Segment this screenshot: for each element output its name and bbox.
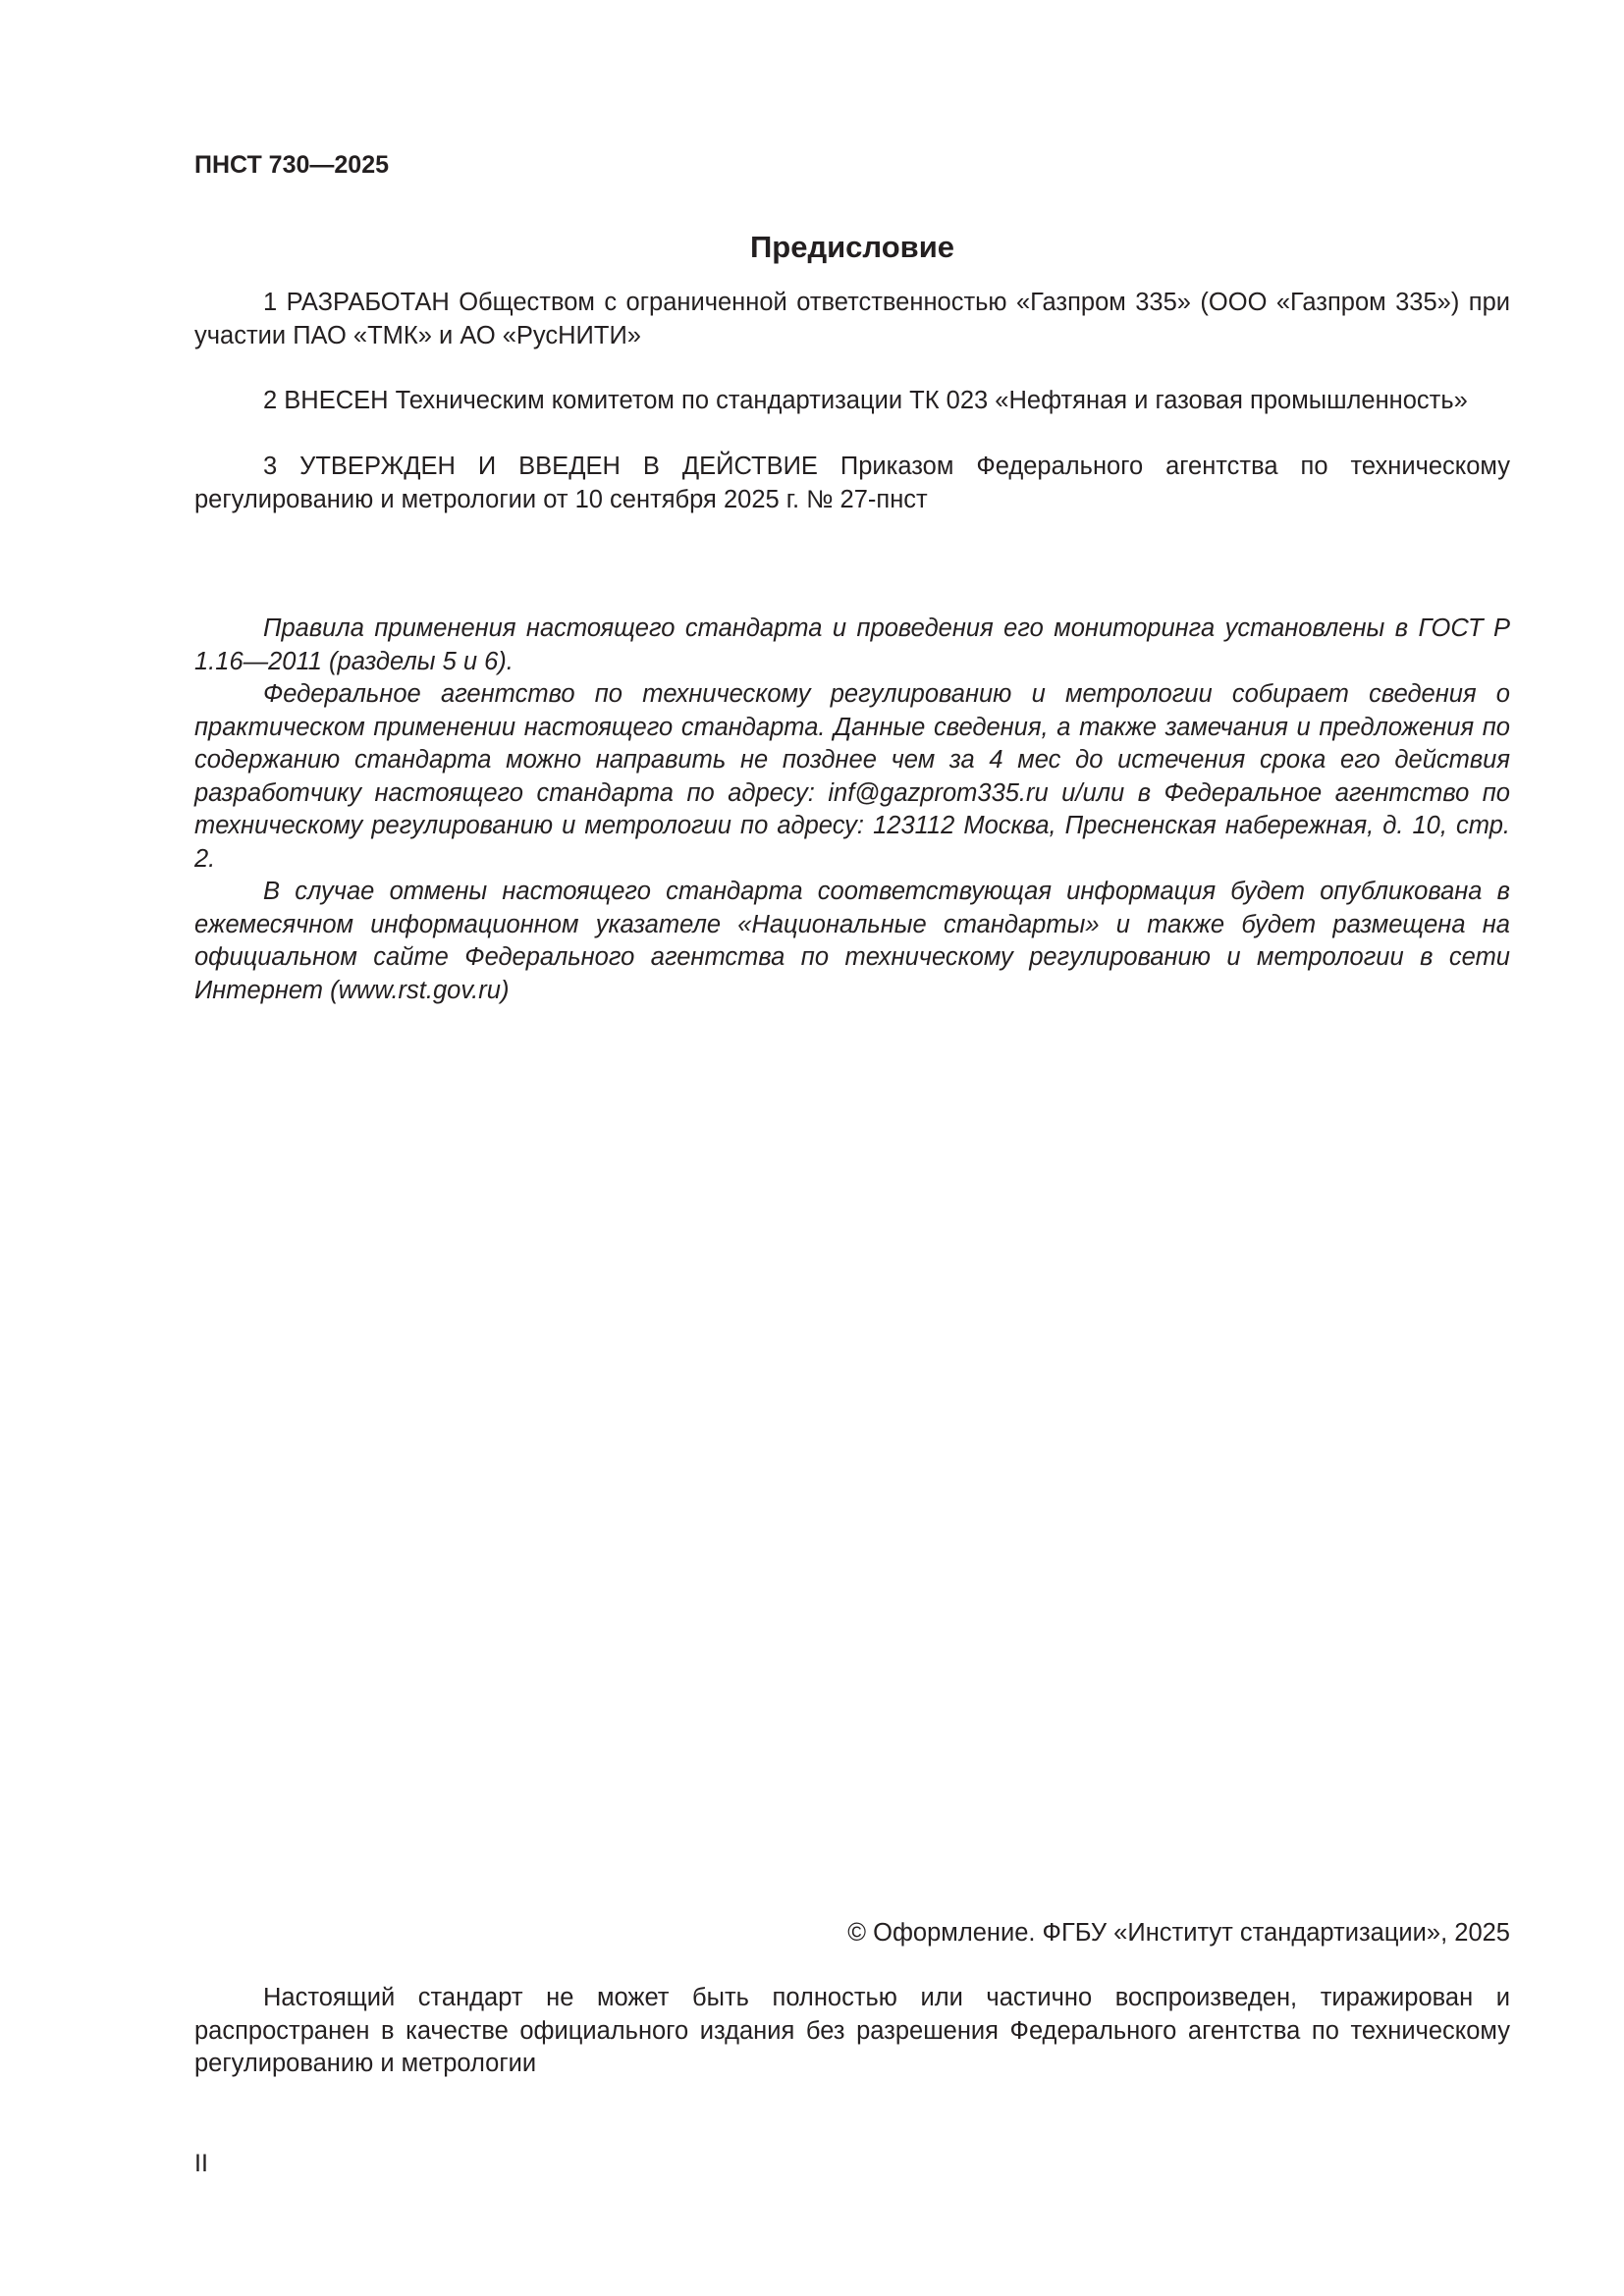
page-title: Предисловие xyxy=(749,230,954,264)
foreword-item-developed xyxy=(194,287,1510,352)
document-code: ПНСТ 730—2025 xyxy=(194,151,389,179)
foreword-item-approved xyxy=(194,451,1510,516)
legal-notice xyxy=(194,1982,1510,2081)
copyright-notice: © Оформление. ФГБУ «Институт стандартизации», 2025 xyxy=(847,1919,1510,1947)
note-paragraph: Правила применения настоящего стандарта и проведения его мониторинга установлены в ГОСТ Р 1.16—2011 (разделы 5 и 6). xyxy=(194,614,1510,675)
foreword-paragraph: 3 УТВЕРЖДЕН И ВВЕДЕН В ДЕЙСТВИЕ Приказом Федерального агентства по техническому регулированию и метрологии от 10 сентября 2025 г. № 27-пнст xyxy=(194,453,1510,513)
note-paragraph: Федеральное агентство по техническому регулированию и метрологии собирает сведения о практическом применении настоящего стандарта. Данные сведения, а также замечания и предложения по содержанию стандарта можно направить не позднее чем за 4 мес до истечения срока его действия разработчику настоящего стандарта по адресу: inf@gazprom335.ru и/или в Федеральное агентство по техническому регулированию и метрологии по адресу: 123112 Москва, Пресненская набережная, д. 10, стр. 2. xyxy=(194,680,1510,873)
note-paragraph: В случае отмены настоящего стандарта соответствующая информация будет опубликована в ежемесячном информационном указателе «Национальные стандарты» и также будет размещена на официальном сайте Федерального агентства по техническому регулированию и метрологии в сети Интернет (www.rst.gov.ru) xyxy=(194,878,1510,1004)
foreword-paragraph: 2 ВНЕСЕН Техническим комитетом по стандартизации ТК 023 «Нефтяная и газовая промышленность» xyxy=(263,387,1468,414)
application-notes xyxy=(194,613,1510,1007)
foreword-paragraph: 1 РАЗРАБОТАН Обществом с ограниченной ответственностью «Газпром 335» (ООО «Газпром 335») при участии ПАО «ТМК» и АО «РусНИТИ» xyxy=(194,289,1510,349)
foreword-item-submitted xyxy=(194,385,1510,418)
page-number: II xyxy=(194,2150,208,2177)
legal-paragraph: Настоящий стандарт не может быть полностью или частично воспроизведен, тиражирован и распространен в качестве официального издания без разрешения Федерального агентства по техническому регулированию и метрологии xyxy=(194,1984,1510,2077)
